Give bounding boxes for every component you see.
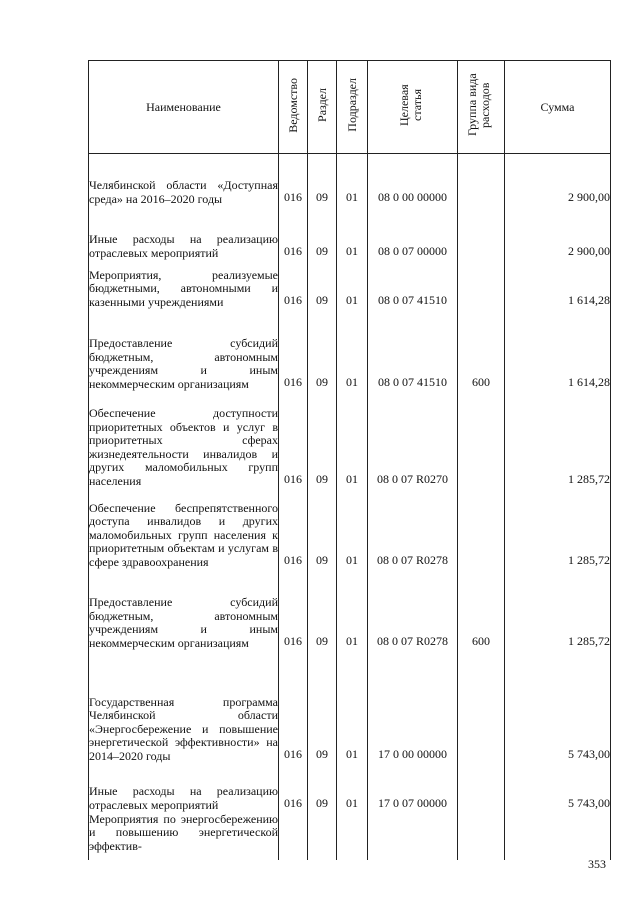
row-razdel: 09 bbox=[308, 261, 337, 310]
row-podrazdel bbox=[337, 813, 368, 860]
row-podrazdel: 01 bbox=[337, 310, 368, 392]
row-podrazdel: 01 bbox=[337, 154, 368, 207]
row-podrazdel: 01 bbox=[337, 489, 368, 570]
table-row bbox=[89, 154, 611, 207]
row-gruppa: 600 bbox=[458, 570, 505, 651]
row-vedomstvo bbox=[279, 813, 308, 860]
row-celevaya-statya: 08 0 07 41510 bbox=[368, 261, 458, 310]
budget-table bbox=[88, 60, 611, 860]
row-gruppa bbox=[458, 651, 505, 764]
header-podrazdel: Подраздел bbox=[337, 61, 368, 154]
row-celevaya-statya: 08 0 07 R0270 bbox=[368, 392, 458, 489]
row-razdel: 09 bbox=[308, 207, 337, 261]
row-gruppa bbox=[458, 392, 505, 489]
row-celevaya-statya bbox=[368, 813, 458, 860]
header-razdel: Раздел bbox=[308, 61, 337, 154]
row-summa: 1 614,28 bbox=[505, 261, 611, 310]
header-name: Наименование bbox=[89, 61, 279, 154]
row-razdel: 09 bbox=[308, 489, 337, 570]
row-podrazdel: 01 bbox=[337, 261, 368, 310]
row-celevaya-statya: 17 0 00 00000 bbox=[368, 651, 458, 764]
row-summa: 1 285,72 bbox=[505, 489, 611, 570]
row-name: Челябинской области «Доступная среда» на 2016–2020 годы bbox=[89, 154, 279, 207]
row-razdel: 09 bbox=[308, 651, 337, 764]
row-name: Предоставление субсидий бюджетным, автономным учреждениям и иным некоммерческим организациям bbox=[89, 570, 279, 651]
row-summa: 1 285,72 bbox=[505, 570, 611, 651]
row-name: Иные расходы на реализацию отраслевых мероприятий bbox=[89, 207, 279, 261]
row-podrazdel: 01 bbox=[337, 651, 368, 764]
table-header-row bbox=[89, 61, 611, 154]
table-row bbox=[89, 207, 611, 261]
row-name: Предоставление субсидий бюджетным, автономным учреждениям и иным некоммерческим организациям bbox=[89, 310, 279, 392]
table-row bbox=[89, 392, 611, 489]
table-row bbox=[89, 570, 611, 651]
row-celevaya-statya: 08 0 07 41510 bbox=[368, 310, 458, 392]
table-row bbox=[89, 651, 611, 764]
row-gruppa bbox=[458, 813, 505, 860]
row-razdel: 09 bbox=[308, 154, 337, 207]
row-name: Обеспечение доступности приоритетных объектов и услуг в приоритетных сферах жизнедеятельности инвалидов и других маломобильных групп населения bbox=[89, 392, 279, 489]
row-gruppa bbox=[458, 154, 505, 207]
table-row bbox=[89, 813, 611, 860]
row-razdel bbox=[308, 813, 337, 860]
row-podrazdel: 01 bbox=[337, 764, 368, 813]
row-name: Мероприятия, реализуемые бюджетными, автономными и казенными учреждениями bbox=[89, 261, 279, 310]
row-celevaya-statya: 08 0 07 00000 bbox=[368, 207, 458, 261]
row-podrazdel: 01 bbox=[337, 207, 368, 261]
row-gruppa: 600 bbox=[458, 310, 505, 392]
row-gruppa bbox=[458, 261, 505, 310]
row-razdel: 09 bbox=[308, 570, 337, 651]
row-celevaya-statya: 08 0 07 R0278 bbox=[368, 570, 458, 651]
row-celevaya-statya: 08 0 00 00000 bbox=[368, 154, 458, 207]
table-row bbox=[89, 261, 611, 310]
header-celevaya-statya: Целевая статья bbox=[368, 61, 458, 154]
row-vedomstvo: 016 bbox=[279, 764, 308, 813]
table-row bbox=[89, 310, 611, 392]
page-number: 353 bbox=[588, 857, 606, 871]
header-gruppa-vida-rashodov: Группа вида расходов bbox=[458, 61, 505, 154]
row-gruppa bbox=[458, 764, 505, 813]
table-body bbox=[89, 154, 611, 860]
row-vedomstvo: 016 bbox=[279, 207, 308, 261]
row-razdel: 09 bbox=[308, 764, 337, 813]
table-row bbox=[89, 489, 611, 570]
row-summa: 5 743,00 bbox=[505, 764, 611, 813]
row-razdel: 09 bbox=[308, 310, 337, 392]
row-vedomstvo: 016 bbox=[279, 570, 308, 651]
row-summa bbox=[505, 813, 611, 860]
row-vedomstvo: 016 bbox=[279, 489, 308, 570]
row-name: Обеспечение беспрепятственного доступа инвалидов и других маломобильных групп населения к приоритетным объектам и услугам в сфере здравоохранения bbox=[89, 489, 279, 570]
row-name: Государственная программа Челябинской области «Энергосбережение и повышение энергетической эффективности» на 2014–2020 годы bbox=[89, 651, 279, 764]
row-name: Мероприятия по энергосбережению и повышению энергетической эффектив- bbox=[89, 813, 279, 860]
row-gruppa bbox=[458, 207, 505, 261]
row-podrazdel: 01 bbox=[337, 392, 368, 489]
row-vedomstvo: 016 bbox=[279, 154, 308, 207]
row-gruppa bbox=[458, 489, 505, 570]
row-name: Иные расходы на реализацию отраслевых мероприятий bbox=[89, 764, 279, 813]
row-vedomstvo: 016 bbox=[279, 392, 308, 489]
header-vedomstvo: Ведомство bbox=[279, 61, 308, 154]
row-summa: 2 900,00 bbox=[505, 207, 611, 261]
row-vedomstvo: 016 bbox=[279, 261, 308, 310]
row-vedomstvo: 016 bbox=[279, 310, 308, 392]
row-summa: 5 743,00 bbox=[505, 651, 611, 764]
row-summa: 2 900,00 bbox=[505, 154, 611, 207]
row-celevaya-statya: 17 0 07 00000 bbox=[368, 764, 458, 813]
row-vedomstvo: 016 bbox=[279, 651, 308, 764]
row-summa: 1 285,72 bbox=[505, 392, 611, 489]
row-razdel: 09 bbox=[308, 392, 337, 489]
row-celevaya-statya: 08 0 07 R0278 bbox=[368, 489, 458, 570]
table-row bbox=[89, 764, 611, 813]
row-summa: 1 614,28 bbox=[505, 310, 611, 392]
header-summa: Сумма bbox=[505, 61, 611, 154]
row-podrazdel: 01 bbox=[337, 570, 368, 651]
